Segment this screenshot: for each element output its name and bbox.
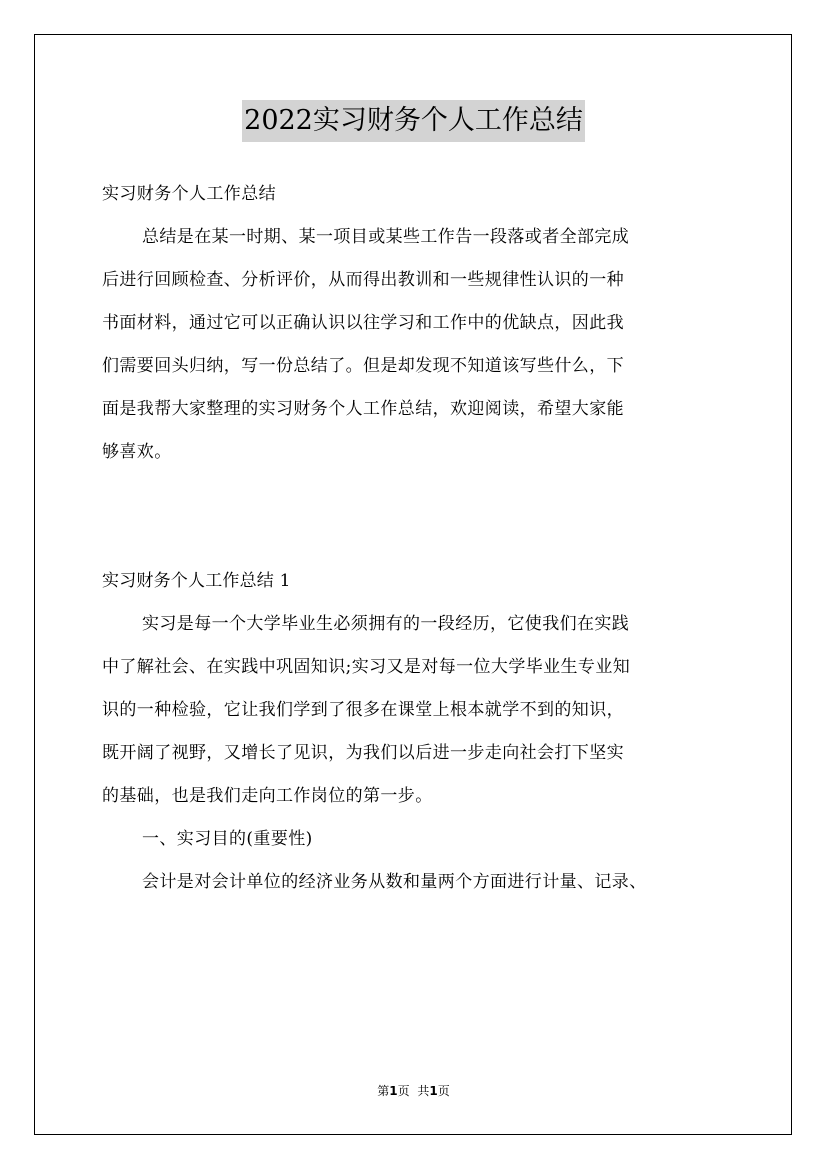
body-line-6: 够喜欢。 — [102, 442, 172, 462]
body-line-10: 实习是每一个大学毕业生必须拥有的一段经历，它使我们在实践 — [142, 614, 630, 634]
document-title: 2022实习财务个人工作总结 — [242, 100, 585, 142]
blank-line — [102, 517, 730, 560]
body-line-13: 既开阔了视野，又增长了见识，为我们以后进一步走向社会打下坚实 — [102, 743, 624, 763]
total-prefix: 共 — [417, 1084, 430, 1098]
body-line-0: 实习财务个人工作总结 — [102, 184, 276, 204]
body-line-12: 识的一种检验，它让我们学到了很多在课堂上根本就学不到的知识， — [102, 700, 624, 720]
body-line-11: 中了解社会、在实践中巩固知识;实习又是对每一位大学毕业生专业知 — [102, 657, 631, 677]
page-footer — [0, 1082, 827, 1099]
body-line-5: 面是我帮大家整理的实习财务个人工作总结，欢迎阅读，希望大家能 — [102, 399, 624, 419]
body-line-2: 后进行回顾检查、分析评价，从而得出教训和一些规律性认识的一种 — [102, 270, 624, 290]
page-suffix: 页 — [397, 1084, 410, 1098]
subsection-heading: 一、实习目的(重要性) — [142, 829, 313, 849]
body-line-16: 会计是对会计单位的经济业务从数和量两个方面进行计量、记录、 — [142, 872, 647, 892]
page-number: 1 — [389, 1084, 398, 1098]
document-body — [102, 173, 730, 904]
body-line-3: 书面材料，通过它可以正确认识以往学习和工作中的优缺点，因此我 — [102, 313, 624, 333]
blank-line — [102, 474, 730, 517]
page-prefix: 第 — [377, 1084, 390, 1098]
total-suffix: 页 — [437, 1084, 450, 1098]
body-line-4: 们需要回头归纳，写一份总结了。但是却发现不知道该写些什么，下 — [102, 356, 624, 376]
total-pages: 1 — [429, 1084, 438, 1098]
body-line-14: 的基础，也是我们走向工作岗位的第一步。 — [102, 786, 433, 806]
title-container — [0, 100, 827, 142]
body-line-1: 总结是在某一时期、某一项目或某些工作告一段落或者全部完成 — [142, 227, 630, 247]
section-heading: 实习财务个人工作总结 1 — [102, 571, 291, 591]
